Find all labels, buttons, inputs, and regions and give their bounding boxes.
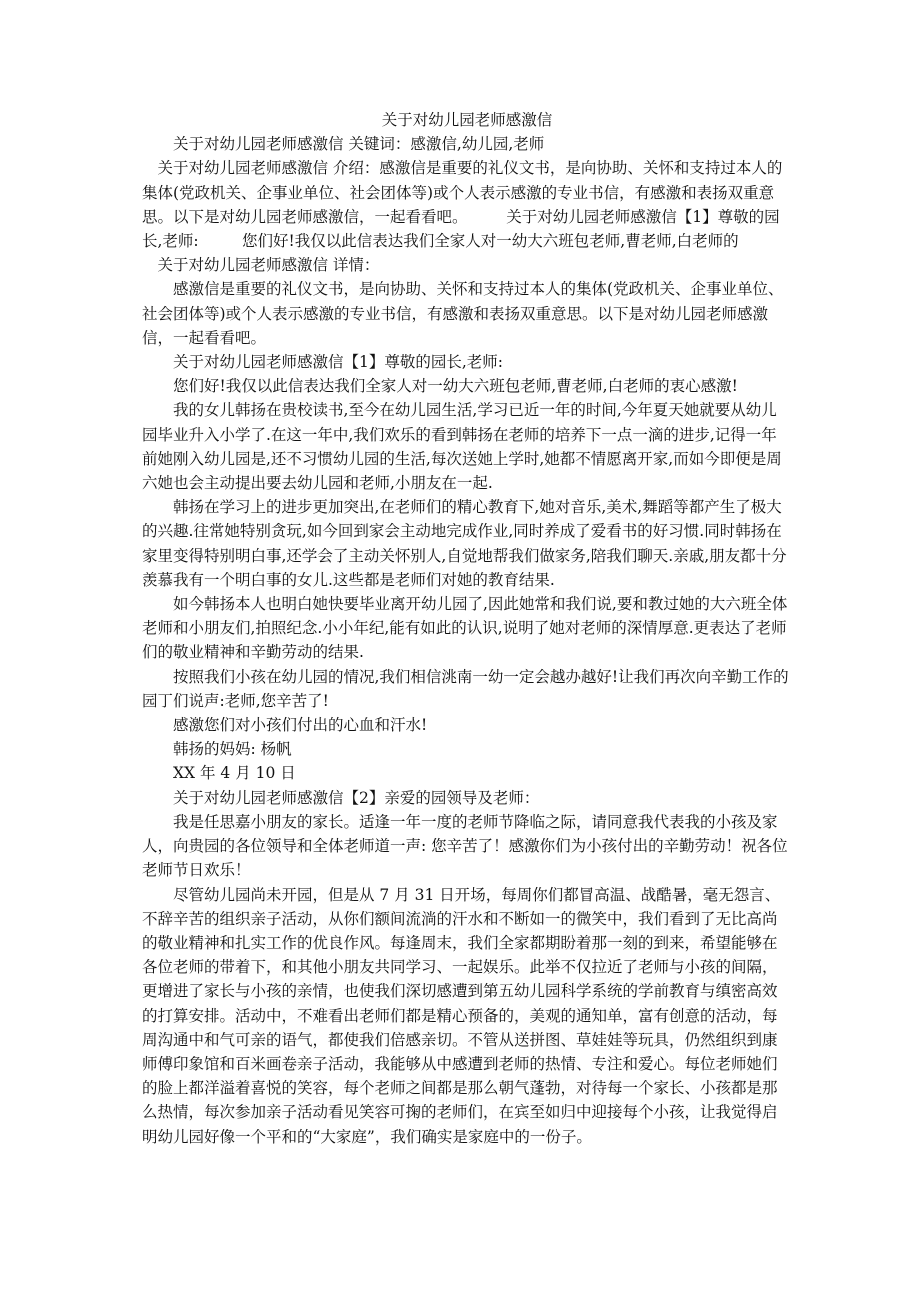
body-paragraph: 我是任思嘉小朋友的家长。适逢一年一度的老师节降临之际，请同意我代表我的小孩及家人，向贵园的各位领导和全体老师道一声: 您辛苦了！感激你们为小孩付出的辛勤劳动！祝各位老师节日欢乐！ bbox=[142, 812, 788, 880]
letter2-heading: 关于对幼儿园老师感激信【2】亲爱的园领导及老师： bbox=[173, 788, 540, 807]
intro-letter-opening: 您们好!我仅以此信表达我们全家人对一幼大六班包老师,曹老师,白老师的 bbox=[242, 232, 739, 251]
document-title: 关于对幼儿园老师感激信 bbox=[381, 111, 553, 129]
details-label: 关于对幼儿园老师感激信 详情： bbox=[157, 256, 380, 275]
letter1-signature: 韩扬的妈妈: 杨帆 bbox=[173, 740, 292, 759]
body-paragraph: 尽管幼儿园尚未开园，但是从 7 月 31 日开场，每周你们都冒高温、战酷暑，毫无怨言、不辞辛苦的组织亲子活动，从你们额间流淌的汗水和不断如一的微笑中，我们看到了无比高尚的敬业精神和扎实工作的优良作风。每逢周末，我们全家都期盼着那一刻的到来，希望能够在各位老师的带着下，和其他小朋友共同学习、一起娱乐。此举不仅拉近了老师与小孩的间隔，更增进了家长与小孩的亲情，也使我们深切感遭到第五幼儿园科学系统的学前教育与缜密高效的打算安排。活动中，不难看出老师们都是精心预备的，美观的通知单，富有创意的活动，每周沟通中和气可亲的语气，都使我们倍感亲切。不管从送拼图、草娃娃等玩具，仍然组织到康师傅印象馆和百米画卷亲子活动，我能够从中感遭到老师的热情、专注和爱心。每位老师她们的脸上都洋溢着喜悦的笑容，每个老师之间都是那么朝气蓬勃，对待每一个家长、小孩都是那么热情，每次参加亲子活动看见笑容可掬的老师们，在宾至如归中迎接每个小孩，让我觉得启明幼儿园好像一个平和的“大家庭”，我们确实是家庭中的一份子。 bbox=[142, 885, 781, 1146]
body-paragraph: 按照我们小孩在幼儿园的情况,我们相信洮南一幼一定会越办越好!让我们再次向辛勤工作的园丁们说声:老师,您辛苦了! bbox=[142, 667, 789, 710]
document-page bbox=[142, 108, 792, 1149]
keywords-line: 关于对幼儿园老师感激信 关键词：感激信,幼儿园,老师 bbox=[173, 135, 545, 154]
letter1-date: XX 年 4 月 10 日 bbox=[173, 764, 296, 783]
body-paragraph: 韩扬在学习上的进步更加突出,在老师们的精心教育下,她对音乐,美术,舞蹈等都产生了极大的兴趣.往常她特别贪玩,如今回到家会主动地完成作业,同时养成了爱看书的好习惯.同时韩扬在家里变得特别明白事,还学会了主动关怀别人,自觉地帮我们做家务,陪我们聊天.亲戚,朋友都十分羡慕我有一个明白事的女儿.这些都是老师们对她的教育结果. bbox=[142, 498, 787, 589]
body-paragraph: 感激您们对小孩们付出的心血和汗水! bbox=[173, 716, 428, 735]
body-paragraph: 我的女儿韩扬在贵校读书,至今在幼儿园生活,学习已近一年的时间,今年夏天她就要从幼儿园毕业升入小学了.在这一年中,我们欢乐的看到韩扬在老师的培养下一点一滴的进步,记得一年前她刚入幼儿园是,还不习惯幼儿园的生活,每次送她上学时,她都不情愿离开家,而如今即便是周六她也会主动提出要去幼儿园和老师,小朋友在一起. bbox=[142, 401, 782, 493]
body-paragraph: 感激信是重要的礼仪文书，是向协助、关怀和支持过本人的集体(党政机关、企事业单位、社会团体等)或个人表示感激的专业书信，有感激和表扬双重意思。以下是对幼儿园老师感激信，一起看看吧。 bbox=[142, 280, 784, 347]
intro-summary-text: 关于对幼儿园老师感激信 介绍：感激信是重要的礼仪文书，是向协助、关怀和支持过本人的集体(党政机关、企事业单位、社会团体等)或个人表示感激的专业书信，有感激和表扬双重意思。以下是对幼儿园老师感激信，一起看看吧。 bbox=[142, 159, 783, 226]
body-paragraph: 您们好!我仅以此信表达我们全家人对一幼大六班包老师,曹老师,白老师的衷心感激! bbox=[173, 377, 738, 396]
intro-letter-heading: 关于对幼儿园老师感激信【1】尊敬的园长,老师: bbox=[142, 207, 780, 251]
body-paragraph: 如今韩扬本人也明白她快要毕业离开幼儿园了,因此她常和我们说,要和教过她的大六班全体老师和小朋友们,拍照纪念.小小年纪,能有如此的认识,说明了她对老师的深情厚意.更表达了老师们的敬业精神和辛勤劳动的结果. bbox=[142, 595, 788, 662]
letter1-heading: 关于对幼儿园老师感激信【1】尊敬的园长,老师: bbox=[173, 353, 504, 372]
intro-summary bbox=[142, 156, 792, 253]
